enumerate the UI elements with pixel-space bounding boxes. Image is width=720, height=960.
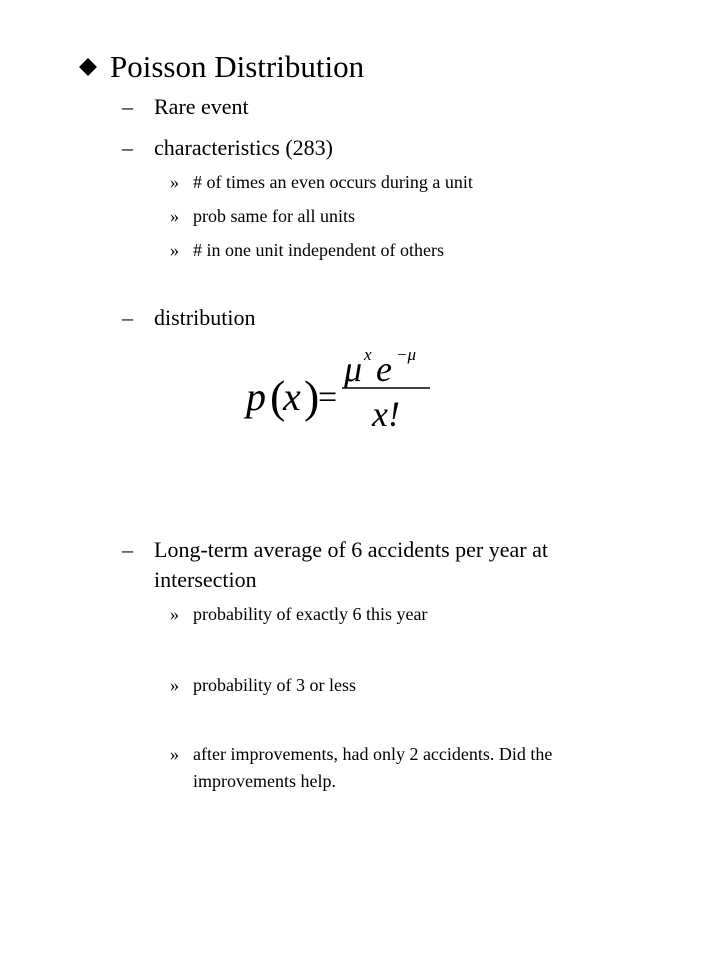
- sub-list-item: [170, 170, 650, 194]
- chevron-marker: »: [170, 206, 179, 226]
- item-text: distribution: [154, 305, 256, 330]
- dash-marker: –: [122, 94, 133, 119]
- list-item: [122, 134, 522, 162]
- chevron-marker: »: [170, 675, 179, 695]
- item-text-line2: intersection: [154, 567, 257, 592]
- sub-list-item: [170, 602, 650, 626]
- slide-title: Poisson Distribution: [110, 49, 365, 84]
- poisson-formula: [238, 340, 438, 440]
- formula-exponent-neg-mu: −μ: [396, 345, 417, 364]
- list-item: [122, 93, 522, 121]
- dash-marker: –: [122, 305, 133, 330]
- diamond-bullet-icon: [78, 57, 98, 77]
- formula-rparen: ): [304, 371, 320, 422]
- item-text: probability of exactly 6 this year: [193, 604, 428, 624]
- chevron-marker: »: [170, 604, 179, 624]
- item-text: prob same for all units: [193, 206, 355, 226]
- formula-denominator: x!: [372, 394, 400, 434]
- formula-p: p: [246, 374, 266, 419]
- dash-marker: –: [122, 537, 133, 562]
- item-text-line2: improvements help.: [193, 771, 336, 791]
- formula-mu: μ: [344, 349, 363, 389]
- formula-x: x: [283, 374, 301, 419]
- chevron-marker: »: [170, 240, 179, 260]
- item-text: # in one unit independent of others: [193, 240, 444, 260]
- sub-list-item: [170, 238, 650, 262]
- dash-marker: –: [122, 135, 133, 160]
- sub-list-item: [170, 742, 700, 794]
- list-item: [122, 536, 682, 596]
- chevron-marker: »: [170, 172, 179, 192]
- formula-exponent-x: x: [364, 345, 372, 364]
- item-text-line1: Long-term average of 6 accidents per year at: [154, 537, 548, 562]
- item-text-line1: after improvements, had only 2 accidents. Did the: [193, 744, 553, 764]
- sub-list-item: [170, 673, 650, 697]
- formula-equals: =: [318, 379, 338, 416]
- sub-list-item: [170, 204, 650, 228]
- item-text: probability of 3 or less: [193, 675, 356, 695]
- formula-e: e: [376, 349, 392, 389]
- list-item: [122, 304, 522, 332]
- item-text: Rare event: [154, 94, 249, 119]
- formula-lparen: (: [270, 371, 286, 422]
- item-text: characteristics (283): [154, 135, 333, 160]
- chevron-marker: »: [170, 744, 179, 764]
- item-text: # of times an even occurs during a unit: [193, 172, 473, 192]
